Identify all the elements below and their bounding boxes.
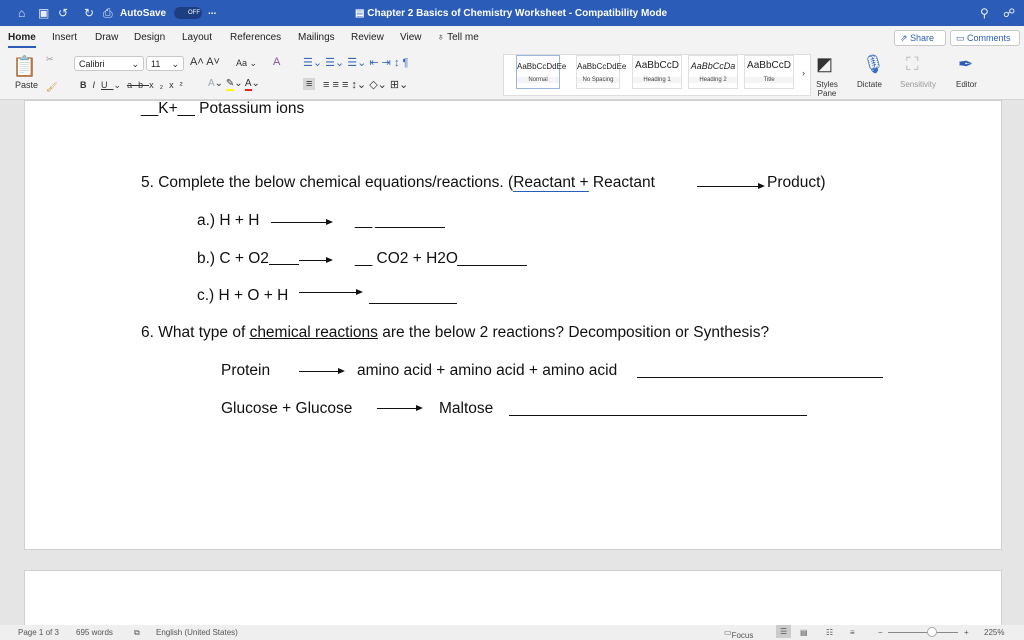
grow-font-icon[interactable]: A˄ A˅ bbox=[190, 56, 220, 68]
style-title[interactable] bbox=[744, 55, 794, 89]
document-page[interactable] bbox=[24, 100, 1002, 550]
blank-a-prefix: __ bbox=[355, 212, 373, 229]
style-name: Heading 1 bbox=[633, 77, 681, 83]
answer-blank-a[interactable] bbox=[375, 227, 445, 228]
comments-button[interactable]: ▭ Comments bbox=[950, 30, 1020, 46]
style-preview: AaBbCcD bbox=[635, 60, 679, 71]
reaction-1-products: amino acid + amino acid + amino acid bbox=[357, 362, 618, 379]
q6-text-end: are the below 2 reactions? Decomposition or Synthesis? bbox=[377, 324, 770, 341]
tab-layout[interactable]: Layout bbox=[182, 32, 213, 43]
answer-blank-1[interactable] bbox=[637, 377, 883, 378]
paste-label[interactable]: Paste bbox=[15, 80, 39, 90]
list-buttons[interactable]: ☰⌄ ☰⌄ ☰⌄ ⇤ ⇥ ↕ ¶ bbox=[303, 57, 409, 69]
align-left-button[interactable]: ≡ bbox=[303, 78, 315, 90]
cut-icon[interactable]: ✂ bbox=[46, 54, 54, 64]
tab-home[interactable]: Home bbox=[8, 32, 36, 48]
account-icon[interactable]: ☍ bbox=[1003, 6, 1016, 20]
equation-c: c.) H + O + H bbox=[197, 287, 289, 304]
font-size-select[interactable]: 11 ⌄ bbox=[146, 56, 184, 71]
q5-text: 5. Complete the below chemical equations/reactions. ( bbox=[141, 174, 514, 191]
share-label: Share bbox=[910, 33, 935, 43]
share-button[interactable]: ⇗ Share bbox=[894, 30, 946, 46]
status-bar bbox=[0, 625, 1024, 640]
draft-icon[interactable]: ≡ bbox=[850, 628, 855, 637]
editor-label[interactable]: Editor bbox=[956, 80, 977, 89]
q6-underlined: chemical reactions bbox=[249, 324, 378, 341]
language[interactable]: English (United States) bbox=[156, 628, 238, 637]
style-preview: AaBbCcDdEe bbox=[517, 62, 567, 71]
answer-blank-2[interactable] bbox=[509, 415, 807, 416]
clear-format-icon[interactable]: A bbox=[273, 56, 281, 68]
editor-icon[interactable]: ✒ bbox=[958, 54, 974, 74]
question-5 bbox=[141, 174, 655, 192]
equation-b-answer: __ CO2 + H2O bbox=[355, 250, 458, 267]
style-name: Normal bbox=[517, 77, 559, 83]
zoom-out-button[interactable]: − bbox=[878, 628, 883, 637]
equation-b: b.) C + O2 bbox=[197, 250, 269, 267]
font-name: Calibri bbox=[79, 59, 105, 69]
search-icon[interactable]: ⚲ bbox=[980, 6, 989, 20]
comments-label: Comments bbox=[967, 33, 1011, 43]
tab-insert[interactable]: Insert bbox=[52, 32, 78, 43]
paste-icon[interactable]: 📋 bbox=[12, 56, 37, 78]
proofing-icon[interactable]: ⧉ bbox=[134, 628, 140, 637]
style-heading-2[interactable] bbox=[688, 55, 738, 89]
reaction-2-reactants: Glucose + Glucose bbox=[221, 400, 353, 417]
title-text: Chapter 2 Basics of Chemistry Worksheet - Compatibility Mode bbox=[367, 8, 668, 19]
lightbulb-icon: ♁ bbox=[437, 32, 445, 43]
tell-me[interactable] bbox=[437, 32, 479, 43]
undo-icon[interactable]: ↺ bbox=[58, 6, 69, 20]
zoom-level[interactable]: 225% bbox=[984, 628, 1005, 637]
alignment-buttons[interactable]: ≡ ≡ ≡ ↕⌄ ◇⌄ ⊞⌄ bbox=[323, 79, 409, 91]
word-count[interactable]: 695 words bbox=[76, 628, 113, 637]
style-name: No Spacing bbox=[577, 77, 619, 83]
style-heading-1[interactable] bbox=[632, 55, 682, 89]
question-6 bbox=[141, 324, 769, 342]
tell-me-label: Tell me bbox=[447, 32, 479, 43]
arrow-icon bbox=[299, 292, 361, 293]
zoom-in-button[interactable]: + bbox=[964, 628, 969, 637]
style-name: Heading 2 bbox=[689, 77, 737, 83]
arrow-icon bbox=[271, 222, 331, 223]
format-painter-icon[interactable]: 🖌 bbox=[46, 82, 58, 92]
answer-blank-b[interactable] bbox=[457, 265, 527, 266]
page-count[interactable]: Page 1 of 3 bbox=[18, 628, 59, 637]
tab-references[interactable]: References bbox=[230, 32, 282, 43]
tab-view[interactable]: View bbox=[400, 32, 422, 43]
arrow-icon bbox=[377, 408, 421, 409]
outline-icon[interactable]: ☷ bbox=[826, 628, 834, 637]
save-icon[interactable]: ▣ bbox=[38, 6, 50, 20]
focus-label: Focus bbox=[731, 631, 754, 640]
reaction-1-reactant: Protein bbox=[221, 362, 271, 379]
document-title: ▤ Chapter 2 Basics of Chemistry Worksheet - Compatibility Mode bbox=[355, 8, 668, 19]
font-size: 11 bbox=[151, 59, 161, 69]
styles-pane-icon[interactable]: ◩ bbox=[816, 54, 834, 74]
font-name-select[interactable]: Calibri ⌄ bbox=[74, 56, 144, 71]
q5-reactant: Reactant bbox=[592, 174, 655, 191]
style-preview: AaBbCcD bbox=[747, 60, 791, 71]
title-bar bbox=[0, 0, 1024, 26]
autosave-toggle[interactable] bbox=[174, 7, 202, 19]
equation-a: a.) H + H bbox=[197, 212, 260, 229]
styles-pane-label[interactable]: Styles Pane bbox=[816, 80, 838, 98]
q5-underlined: Reactant + bbox=[513, 174, 589, 191]
print-icon[interactable]: ⎙ bbox=[103, 6, 113, 20]
print-layout-icon[interactable]: ☰ bbox=[776, 625, 791, 638]
web-layout-icon[interactable]: ▤ bbox=[800, 628, 808, 637]
tab-draw[interactable]: Draw bbox=[95, 32, 119, 43]
ribbon bbox=[0, 50, 1024, 100]
style-preview: AaBbCcDa bbox=[690, 61, 736, 71]
style-preview: AaBbCcDdEe bbox=[577, 62, 627, 71]
style-name: Title bbox=[745, 77, 793, 83]
style-no-spacing[interactable] bbox=[576, 55, 627, 89]
text-color-buttons[interactable]: A⌄ ✎⌄ A⌄ bbox=[208, 78, 260, 89]
zoom-slider-thumb[interactable] bbox=[927, 627, 937, 637]
ribbon-tabs bbox=[0, 26, 1024, 50]
sensitivity-label[interactable]: Sensitivity bbox=[900, 80, 937, 89]
focus-button[interactable]: ▭ Focus bbox=[724, 628, 754, 640]
tab-design[interactable]: Design bbox=[134, 32, 166, 43]
microphone-icon[interactable]: 🎙 bbox=[862, 54, 885, 74]
k-ion-line: __K+__ Potassium ions bbox=[141, 100, 305, 117]
tab-mailings[interactable]: Mailings bbox=[298, 32, 335, 43]
underline bbox=[269, 264, 299, 265]
q5-product: Product) bbox=[767, 174, 826, 191]
gallery-more-icon[interactable]: › bbox=[802, 68, 805, 78]
style-normal[interactable] bbox=[516, 55, 567, 89]
change-case-icon[interactable]: Aa ⌄ bbox=[236, 58, 258, 68]
more-button[interactable]: ... bbox=[208, 6, 217, 17]
arrow-icon bbox=[299, 371, 343, 372]
font-style-buttons[interactable]: BIU⌄abx₂x² bbox=[80, 80, 189, 90]
tab-review[interactable]: Review bbox=[351, 32, 384, 43]
arrow-icon bbox=[299, 260, 331, 261]
zoom-slider[interactable] bbox=[888, 632, 958, 633]
arrow-icon bbox=[697, 186, 763, 187]
dictate-label[interactable]: Dictate bbox=[857, 80, 882, 89]
sensitivity-icon[interactable]: ⛶ bbox=[906, 54, 919, 74]
autosave-label: AutoSave bbox=[120, 8, 167, 19]
q6-text: 6. What type of bbox=[141, 324, 250, 341]
reaction-2-product: Maltose bbox=[439, 400, 494, 417]
toggle-state: OFF bbox=[188, 10, 200, 16]
answer-blank-c[interactable] bbox=[369, 303, 457, 304]
document-page-2[interactable] bbox=[24, 570, 1002, 630]
redo-icon[interactable]: ↻ bbox=[84, 6, 95, 20]
home-icon[interactable]: ⌂ bbox=[18, 6, 26, 20]
